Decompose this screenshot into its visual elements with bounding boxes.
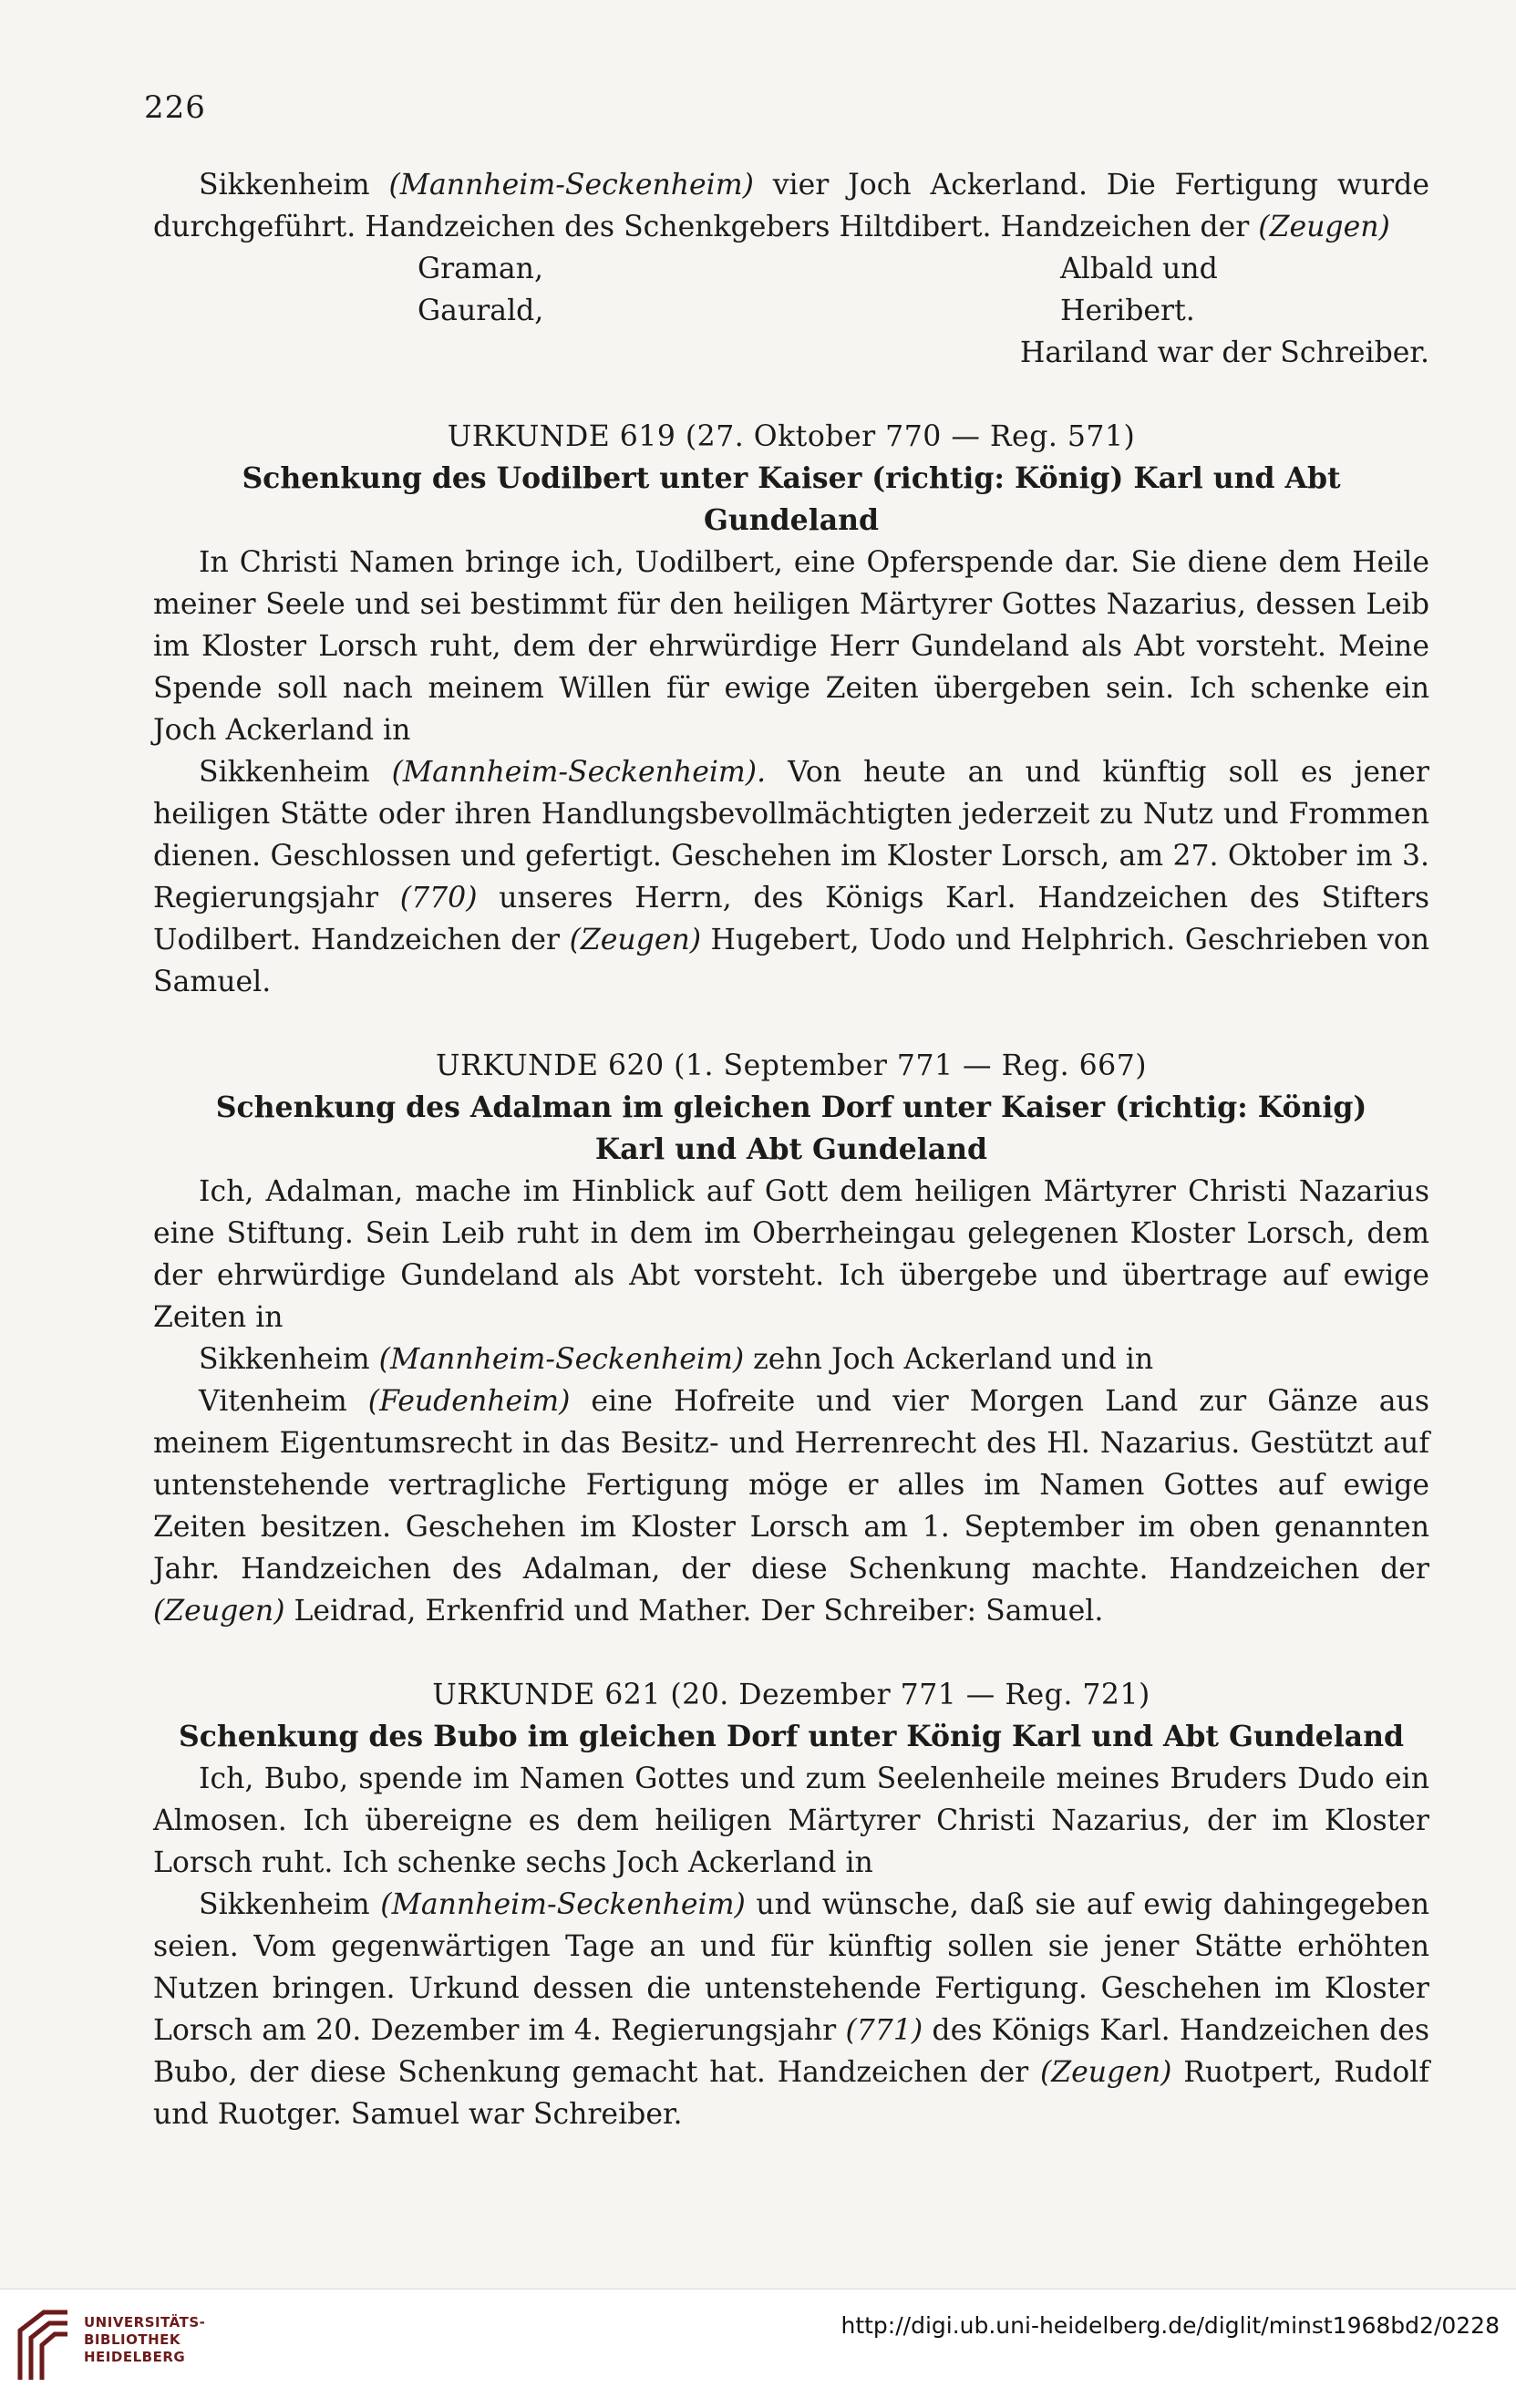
document-title-621: Schenkung des Bubo im gleichen Dorf unter König Karl und Abt Gundeland (178, 1720, 1405, 1753)
library-logo[interactable]: UNIVERSITÄTS- BIBLIOTHEK HEIDELBERG (84, 2314, 206, 2365)
zeugen-label: (Zeugen) (153, 1595, 285, 1628)
document-title-620-line-2: Karl und Abt Gundeland (594, 1132, 988, 1166)
place-name: (Feudenheim) (367, 1385, 571, 1418)
zeugen-label: (Zeugen) (1039, 2056, 1172, 2089)
zeugen-label: (Zeugen) (1258, 211, 1390, 243)
document-heading-620: URKUNDE 620 (1. September 771 — Reg. 667) (435, 1049, 1148, 1082)
document-heading-621: URKUNDE 621 (20. Dezember 771 — Reg. 721) (432, 1679, 1150, 1711)
permalink-url[interactable]: http://digi.ub.uni-heidelberg.de/diglit/minst1968bd2/0228 (841, 2312, 1500, 2339)
witness-name: Albald und (1060, 253, 1218, 285)
place-name: (Mannheim-Seckenheim) (380, 1888, 746, 1921)
document-heading-619: URKUNDE 619 (27. Oktober 770 — Reg. 571) (447, 420, 1136, 453)
document-title-620: Schenkung des Adalman im gleichen Dorf unter Kaiser (richtig: König) (215, 1090, 1367, 1124)
zeugen-label: (Zeugen) (569, 924, 702, 956)
paragraph: Ich, Adalman, mache im Hinblick auf Gott dem heiligen Märtyrer Christi Nazarius eine Stiftung. Sein Leib ruht in dem im Oberrheingau gelegenen Kloster Lorsch, dem der ehrwürdige Gundeland als Abt vorsteht. Ich übergebe und übertrage auf ewige Zeiten in (153, 1175, 1429, 1334)
place-name: (Mannheim-Seckenheim). (391, 756, 767, 789)
paragraph: Sikkenheim (Mannheim-Seckenheim) zehn Joch Ackerland und in (199, 1343, 1154, 1376)
witness-name: Heribert. (1060, 295, 1195, 327)
year: (770) (399, 882, 478, 915)
paragraph: Sikkenheim (Mannheim-Seckenheim) und wünsche, daß sie auf ewig dahingegeben seien. Vom gegenwärtigen Tage an und für künftig sollen sie jener Stätte erhöhten Nutzen bringen. Urkund dessen die untenstehende Fertigung. Geschehen im Kloster Lorsch am 20. Dezember im 4. Regierungsjahr (771) des Königs Karl. Handzeichen des Bubo, der diese Schenkung gemacht hat. Handzeichen der (Zeugen) Ruotpert, Rudolf und Ruotger. Samuel war Schreiber. (153, 1888, 1429, 2131)
library-logo-icon (16, 2309, 71, 2382)
place-name: (Mannheim-Seckenheim) (378, 1343, 745, 1376)
paragraph: In Christi Namen bringe ich, Uodilbert, eine Opferspende dar. Sie diene dem Heile meiner Seele und sei bestimmt für den heiligen Märtyrer Gottes Nazarius, dessen Leib im Kloster Lorsch ruht, dem der ehrwürdige Herr Gundeland als Abt vorsteht. Meine Spende soll nach meinem Willen für ewige Zeiten übergeben sein. Ich schenke ein Joch Ackerland in (153, 546, 1429, 747)
intro-paragraph: Sikkenheim (Mannheim-Seckenheim) vier Joch Ackerland. Die Fertigung wurde durchgeführt. Handzeichen des Schenkgebers Hiltdibert. Handzeichen der (Zeugen) (153, 169, 1429, 243)
witness-name: Graman, (418, 253, 543, 285)
page-content (153, 164, 1429, 2135)
paragraph: Sikkenheim (Mannheim-Seckenheim). Von heute an und künftig soll es jener heiligen Stätte oder ihren Handlungsbevollmächtigten jederzeit zu Nutz und Frommen dienen. Geschlossen und gefertigt. Geschehen im Kloster Lorsch, am 27. Oktober im 3. Regierungsjahr (770) unseres Herrn, des Königs Karl. Handzeichen des Stifters Uodilbert. Handzeichen der (Zeugen) Hugebert, Uodo und Helphrich. Geschrieben von Samuel. (153, 756, 1429, 998)
witness-row (153, 248, 1429, 290)
place-name: (Mannheim-Seckenheim) (388, 169, 754, 202)
year: (771) (845, 2014, 923, 2047)
witness-name: Gaurald, (418, 295, 544, 327)
witness-row (153, 290, 1429, 332)
scribe-line: Hariland war der Schreiber. (1019, 336, 1429, 369)
document-title-619: Schenkung des Uodilbert unter Kaiser (richtig: König) Karl und Abt Gundeland (242, 461, 1341, 537)
viewer-footer (0, 2289, 1516, 2408)
page-number: 226 (144, 89, 206, 126)
paragraph: Vitenheim (Feudenheim) eine Hofreite und vier Morgen Land zur Gänze aus meinem Eigentumsrecht in das Besitz- und Herrenrecht des Hl. Nazarius. Gestützt auf untenstehende vertragliche Fertigung möge er alles im Namen Gottes auf ewige Zeiten besitzen. Geschehen im Kloster Lorsch am 1. September im oben genannten Jahr. Handzeichen des Adalman, der diese Schenkung machte. Handzeichen der (Zeugen) Leidrad, Erkenfrid und Mather. Der Schreiber: Samuel. (153, 1385, 1429, 1628)
paragraph: Ich, Bubo, spende im Namen Gottes und zum Seelenheile meines Bruders Dudo ein Almosen. Ich übereigne es dem heiligen Märtyrer Christi Nazarius, der im Kloster Lorsch ruht. Ich schenke sechs Joch Ackerland in (153, 1762, 1429, 1879)
